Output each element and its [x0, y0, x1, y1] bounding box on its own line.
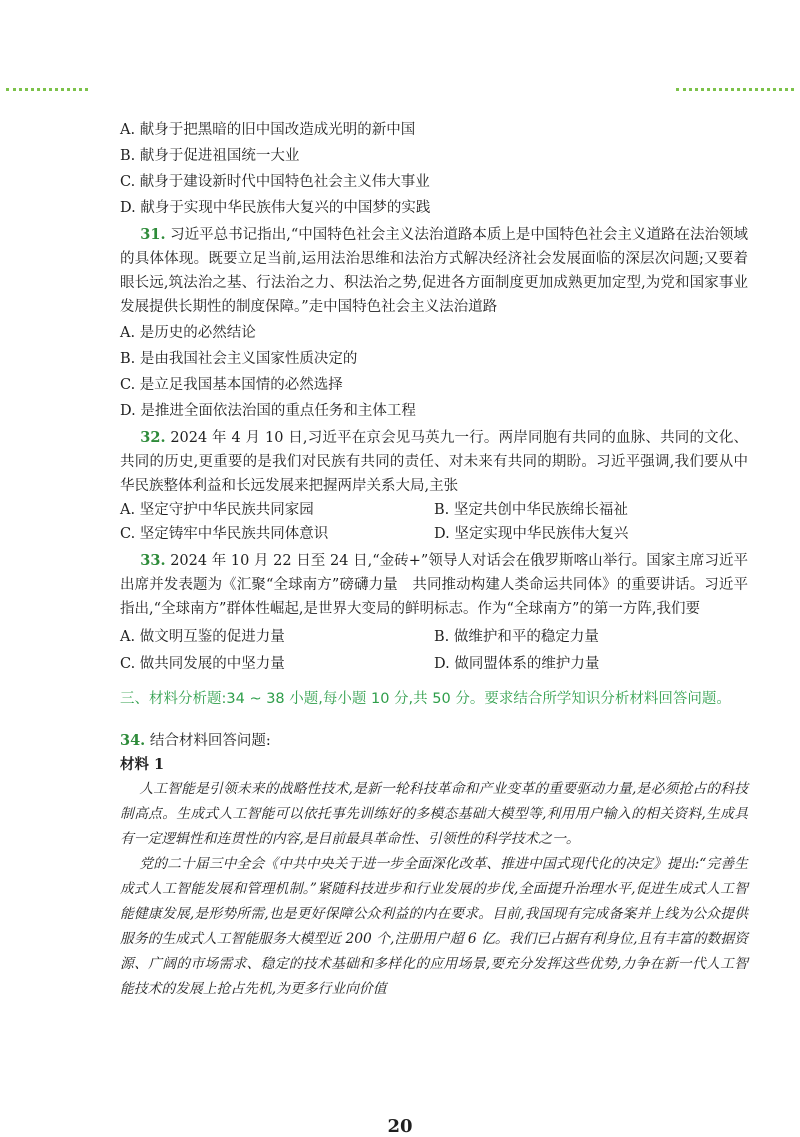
section-3-heading: 三、材料分析题:34 ~ 38 小题,每小题 10 分,共 50 分。要求结合所学知识分析材料回答问题。 — [120, 691, 731, 707]
q33-option-d: D. 做同盟体系的维护力量 — [434, 656, 600, 672]
material-1-paragraph-2: 党的二十届三中全会《中共中央关于进一步全面深化改革、推进中国式现代化的决定》提出:“完善生成式人工智能发展和管理机制。”紧随科技进步和行业发展的步伐,全面提升治理水平,促进生成式人工智能健康发展,是形势所需,也是更好保障公众利益的内在要求。目前,我国现有完成备案并上线为公众提供服务的生成式人工智能服务大模型近 200 个,注册用户超 6 亿。我们已占据有利身位,且有丰富的数据资源、广阔的市场需求、稳定的技术基础和多样化的应用场景,要充分发挥这些优势,力争在新一代人工智能技术的发展上抢占先机,为更多行业向价值 — [120, 856, 748, 997]
q30-option-a: A. 献身于把黑暗的旧中国改造成光明的新中国 — [120, 122, 416, 138]
q30-option-d: D. 献身于实现中华民族伟大复兴的中国梦的实践 — [120, 200, 431, 216]
q32-options-row-1 — [120, 498, 748, 522]
q30-option-c: C. 献身于建设新时代中国特色社会主义伟大事业 — [120, 174, 430, 190]
q31-option-b: B. 是由我国社会主义国家性质决定的 — [120, 351, 358, 367]
q32-option-a: A. 坚定守护中华民族共同家园 — [120, 502, 314, 518]
q30-option-b: B. 献身于促进祖国统一大业 — [120, 148, 300, 164]
q33-stem — [120, 549, 748, 621]
q32-stem — [120, 426, 748, 498]
q31-number: 31. — [140, 226, 166, 243]
material-1-paragraph-1: 人工智能是引领未来的战略性技术,是新一轮科技革命和产业变革的重要驱动力量,是必须抢占的科技制高点。生成式人工智能可以依托事先训练好的多模态基础大模型等,利用用户输入的相关资料,生成具有一定逻辑性和连贯性的内容,是目前最具革命性、引领性的科学技术之一。 — [120, 781, 748, 847]
q33-option-c: C. 做共同发展的中坚力量 — [120, 656, 285, 672]
q34-number: 34. — [120, 732, 146, 749]
q32-option-d: D. 坚定实现中华民族伟大复兴 — [434, 526, 629, 542]
page-body — [120, 118, 748, 1002]
q31-stem-text: 习近平总书记指出,“中国特色社会主义法治道路本质上是中国特色社会主义道路在法治领域的具体体现。既要立足当前,运用法治思维和法治方式解决经济社会发展面临的深层次问题;又要着眼长远,筑法治之基、行法治之力、积法治之势,促进各方面制度更加成熟更加定型,为党和国家事业发展提供长期性的制度保障。”走中国特色社会主义法治道路 — [120, 227, 748, 315]
q33-number: 33. — [140, 552, 166, 569]
q31-stem — [120, 223, 748, 319]
q34-stem — [120, 729, 748, 753]
q33-options-row-2 — [120, 652, 748, 679]
q32-options-row-2 — [120, 522, 748, 546]
q32-option-b: B. 坚定共创中华民族绵长福祉 — [434, 502, 628, 518]
q31-option-d: D. 是推进全面依法治国的重点任务和主体工程 — [120, 403, 416, 419]
q33-option-a: A. 做文明互鉴的促进力量 — [120, 629, 285, 645]
q32-stem-text: 2024 年 4 月 10 日,习近平在京会见马英九一行。两岸同胞有共同的血脉、共同的文化、共同的历史,更重要的是我们对民族有共同的责任、对未来有共同的期盼。习近平强调,我们要从中华民族整体利益和长远发展来把握两岸关系大局,主张 — [120, 430, 748, 494]
q34-stem-text: 结合材料回答问题: — [149, 733, 271, 749]
q33-option-b: B. 做维护和平的稳定力量 — [434, 629, 599, 645]
page-number: 20 — [387, 1116, 413, 1137]
material-1-title: 材料 1 — [120, 756, 165, 773]
q32-option-c: C. 坚定铸牢中华民族共同体意识 — [120, 526, 329, 542]
decorative-dotted-rule-right — [676, 88, 794, 91]
q31-option-c: C. 是立足我国基本国情的必然选择 — [120, 377, 343, 393]
q31-option-a: A. 是历史的必然结论 — [120, 325, 256, 341]
q32-number: 32. — [140, 429, 166, 446]
decorative-dotted-rule-left — [6, 88, 88, 91]
q33-options-row-1 — [120, 625, 748, 652]
q33-stem-text: 2024 年 10 月 22 日至 24 日,“金砖+”领导人对话会在俄罗斯喀山举行。国家主席习近平出席并发表题为《汇聚“全球南方”磅礴力量 共同推动构建人类命运共同体》的重要讲话。习近平指出,“全球南方”群体性崛起,是世界大变局的鲜明标志。作为“全球南方”的第一方阵,我们要 — [120, 553, 749, 617]
